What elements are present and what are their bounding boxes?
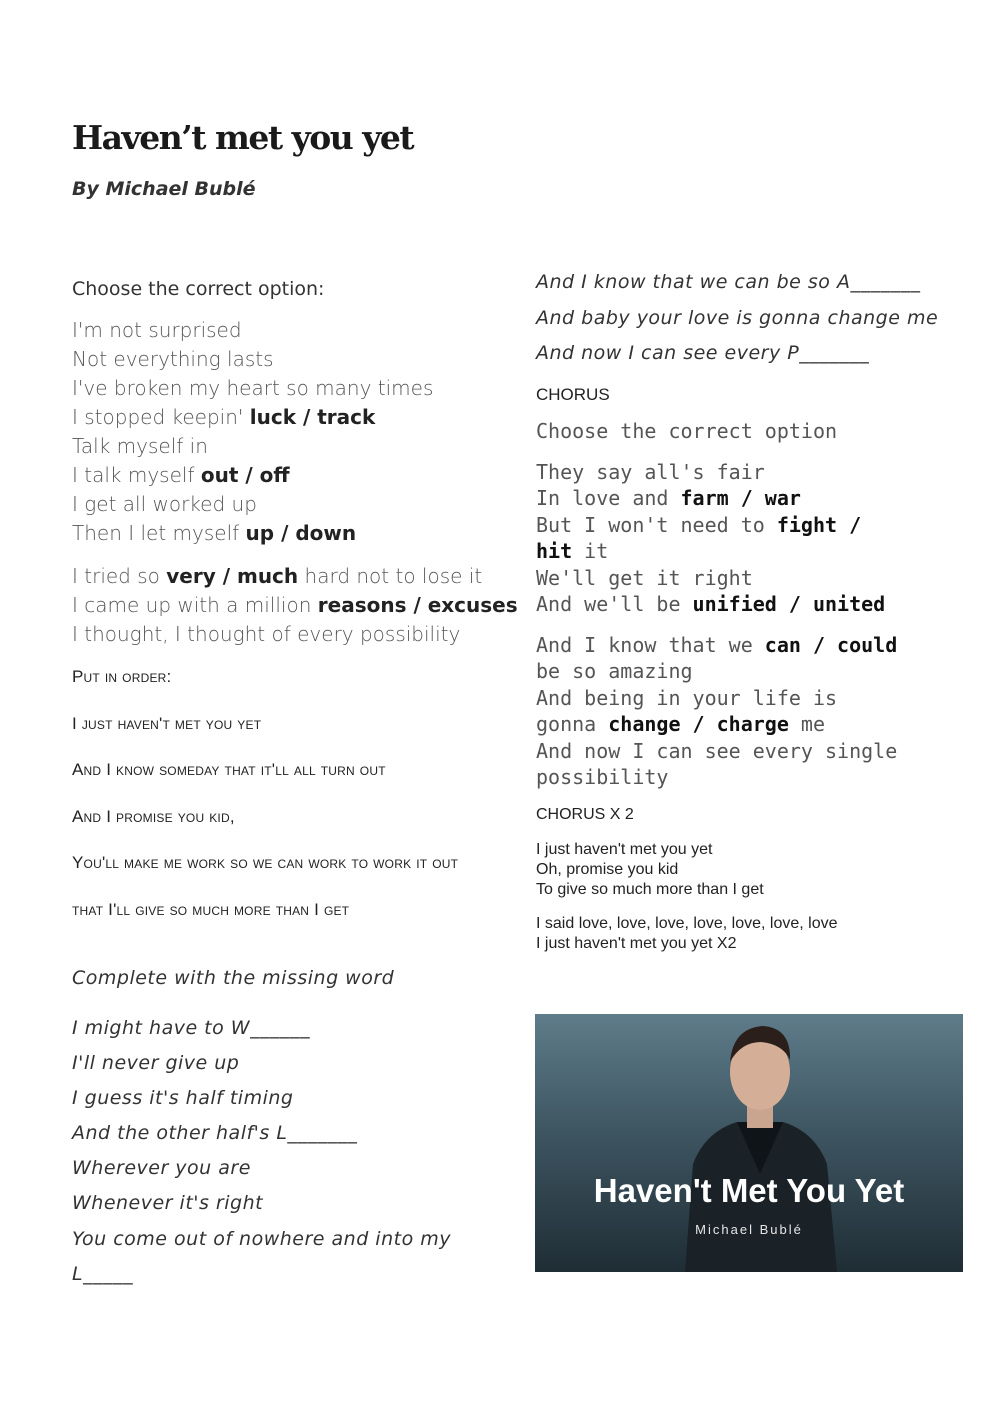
album-cover-image — [535, 1014, 963, 1272]
order-line: that I'll give so much more than I get — [72, 900, 350, 919]
complete-line: L_____ — [72, 1263, 134, 1285]
page-title: Haven’t met you yet — [72, 118, 414, 157]
complete-line: Whenever it's right — [72, 1192, 264, 1214]
option-choice: out / off — [200, 463, 290, 487]
lyric-line: In love and farm / war — [536, 486, 801, 510]
lyric-line: I tried so very / much hard not to lose it — [72, 564, 483, 588]
order-heading: Put in order: — [72, 667, 172, 686]
lyric-line: be so amazing — [536, 659, 693, 683]
lyric-line: I'm not surprised — [72, 318, 242, 342]
lyric-line: hit it — [536, 539, 609, 563]
lyric-line: I said love, love, love, love, love, love, love — [536, 915, 838, 932]
complete-line: I guess it's half timing — [72, 1087, 294, 1109]
complete-heading: Complete with the missing word — [72, 967, 395, 989]
lyric-line: We'll get it right — [536, 566, 753, 590]
option-choice: unified / united — [692, 592, 886, 616]
order-line: You'll make me work so we can work to work it out — [72, 853, 459, 872]
option-choice: very / much — [166, 564, 299, 588]
lyric-line: I talk myself out / off — [72, 463, 290, 487]
album-title: Haven't Met You Yet — [593, 1172, 905, 1209]
lyric-line: I just haven't met you yet X2 — [536, 935, 737, 952]
lyric-line: They say all's fair — [536, 460, 765, 484]
option-choice: reasons / excuses — [317, 593, 518, 617]
lyric-line: And I know that we can / could — [536, 633, 898, 657]
complete-line: I'll never give up — [72, 1052, 240, 1074]
order-line: I just haven't met you yet — [72, 714, 262, 733]
complete-line: And I know that we can be so A_______ — [536, 271, 921, 293]
lyric-line: I just haven't met you yet — [536, 841, 713, 858]
lyric-line: I stopped keepin' luck / track — [72, 405, 376, 429]
option-choice: fight / — [776, 513, 862, 537]
lyric-line: possibility — [536, 765, 669, 789]
author-line: By Michael Bublé — [72, 178, 256, 200]
lyric-line: Talk myself in — [72, 434, 208, 458]
option-choice: farm / war — [680, 486, 801, 510]
option-choice: can / could — [764, 633, 898, 657]
complete-line: I might have to W______ — [72, 1017, 311, 1039]
option-choice: up / down — [245, 521, 357, 545]
complete-line: And the other half's L_______ — [72, 1122, 358, 1144]
complete-line: You come out of nowhere and into my — [72, 1228, 451, 1250]
option-choice: change / charge — [608, 712, 789, 736]
lyric-line: And being in your life is — [536, 686, 838, 710]
order-line: And I know someday that it'll all turn out — [72, 760, 386, 779]
lyric-line: Oh, promise you kid — [536, 861, 679, 878]
album-artist: Michael Bublé — [695, 1222, 803, 1237]
choose-heading-right: Choose the correct option — [536, 419, 838, 443]
lyric-line: Not everything lasts — [72, 347, 274, 371]
lyric-line: I thought, I thought of every possibility — [72, 622, 461, 646]
complete-line: Wherever you are — [72, 1157, 251, 1179]
chorus-label: CHORUS — [536, 385, 610, 404]
lyric-line: To give so much more than I get — [536, 881, 764, 898]
complete-line: And baby your love is gonna change me — [536, 307, 939, 329]
complete-line: And now I can see every P_______ — [536, 342, 870, 364]
lyric-line: But I won't need to fight / — [536, 513, 862, 537]
lyric-line: I get all worked up — [72, 492, 257, 516]
option-choice: hit — [536, 539, 573, 563]
lyric-line: I came up with a million reasons / excuses — [72, 593, 518, 617]
chorus-x2-label: CHORUS X 2 — [536, 806, 634, 823]
lyric-line: Then I let myself up / down — [72, 521, 357, 545]
lyric-line: And we'll be unified / united — [536, 592, 886, 616]
lyric-line: gonna change / charge me — [536, 712, 825, 736]
lyric-line: And now I can see every single — [536, 739, 898, 763]
choose-heading: Choose the correct option: — [72, 278, 325, 300]
option-choice: luck / track — [249, 405, 376, 429]
order-line: And I promise you kid, — [72, 807, 235, 826]
lyric-line: I've broken my heart so many times — [72, 376, 434, 400]
